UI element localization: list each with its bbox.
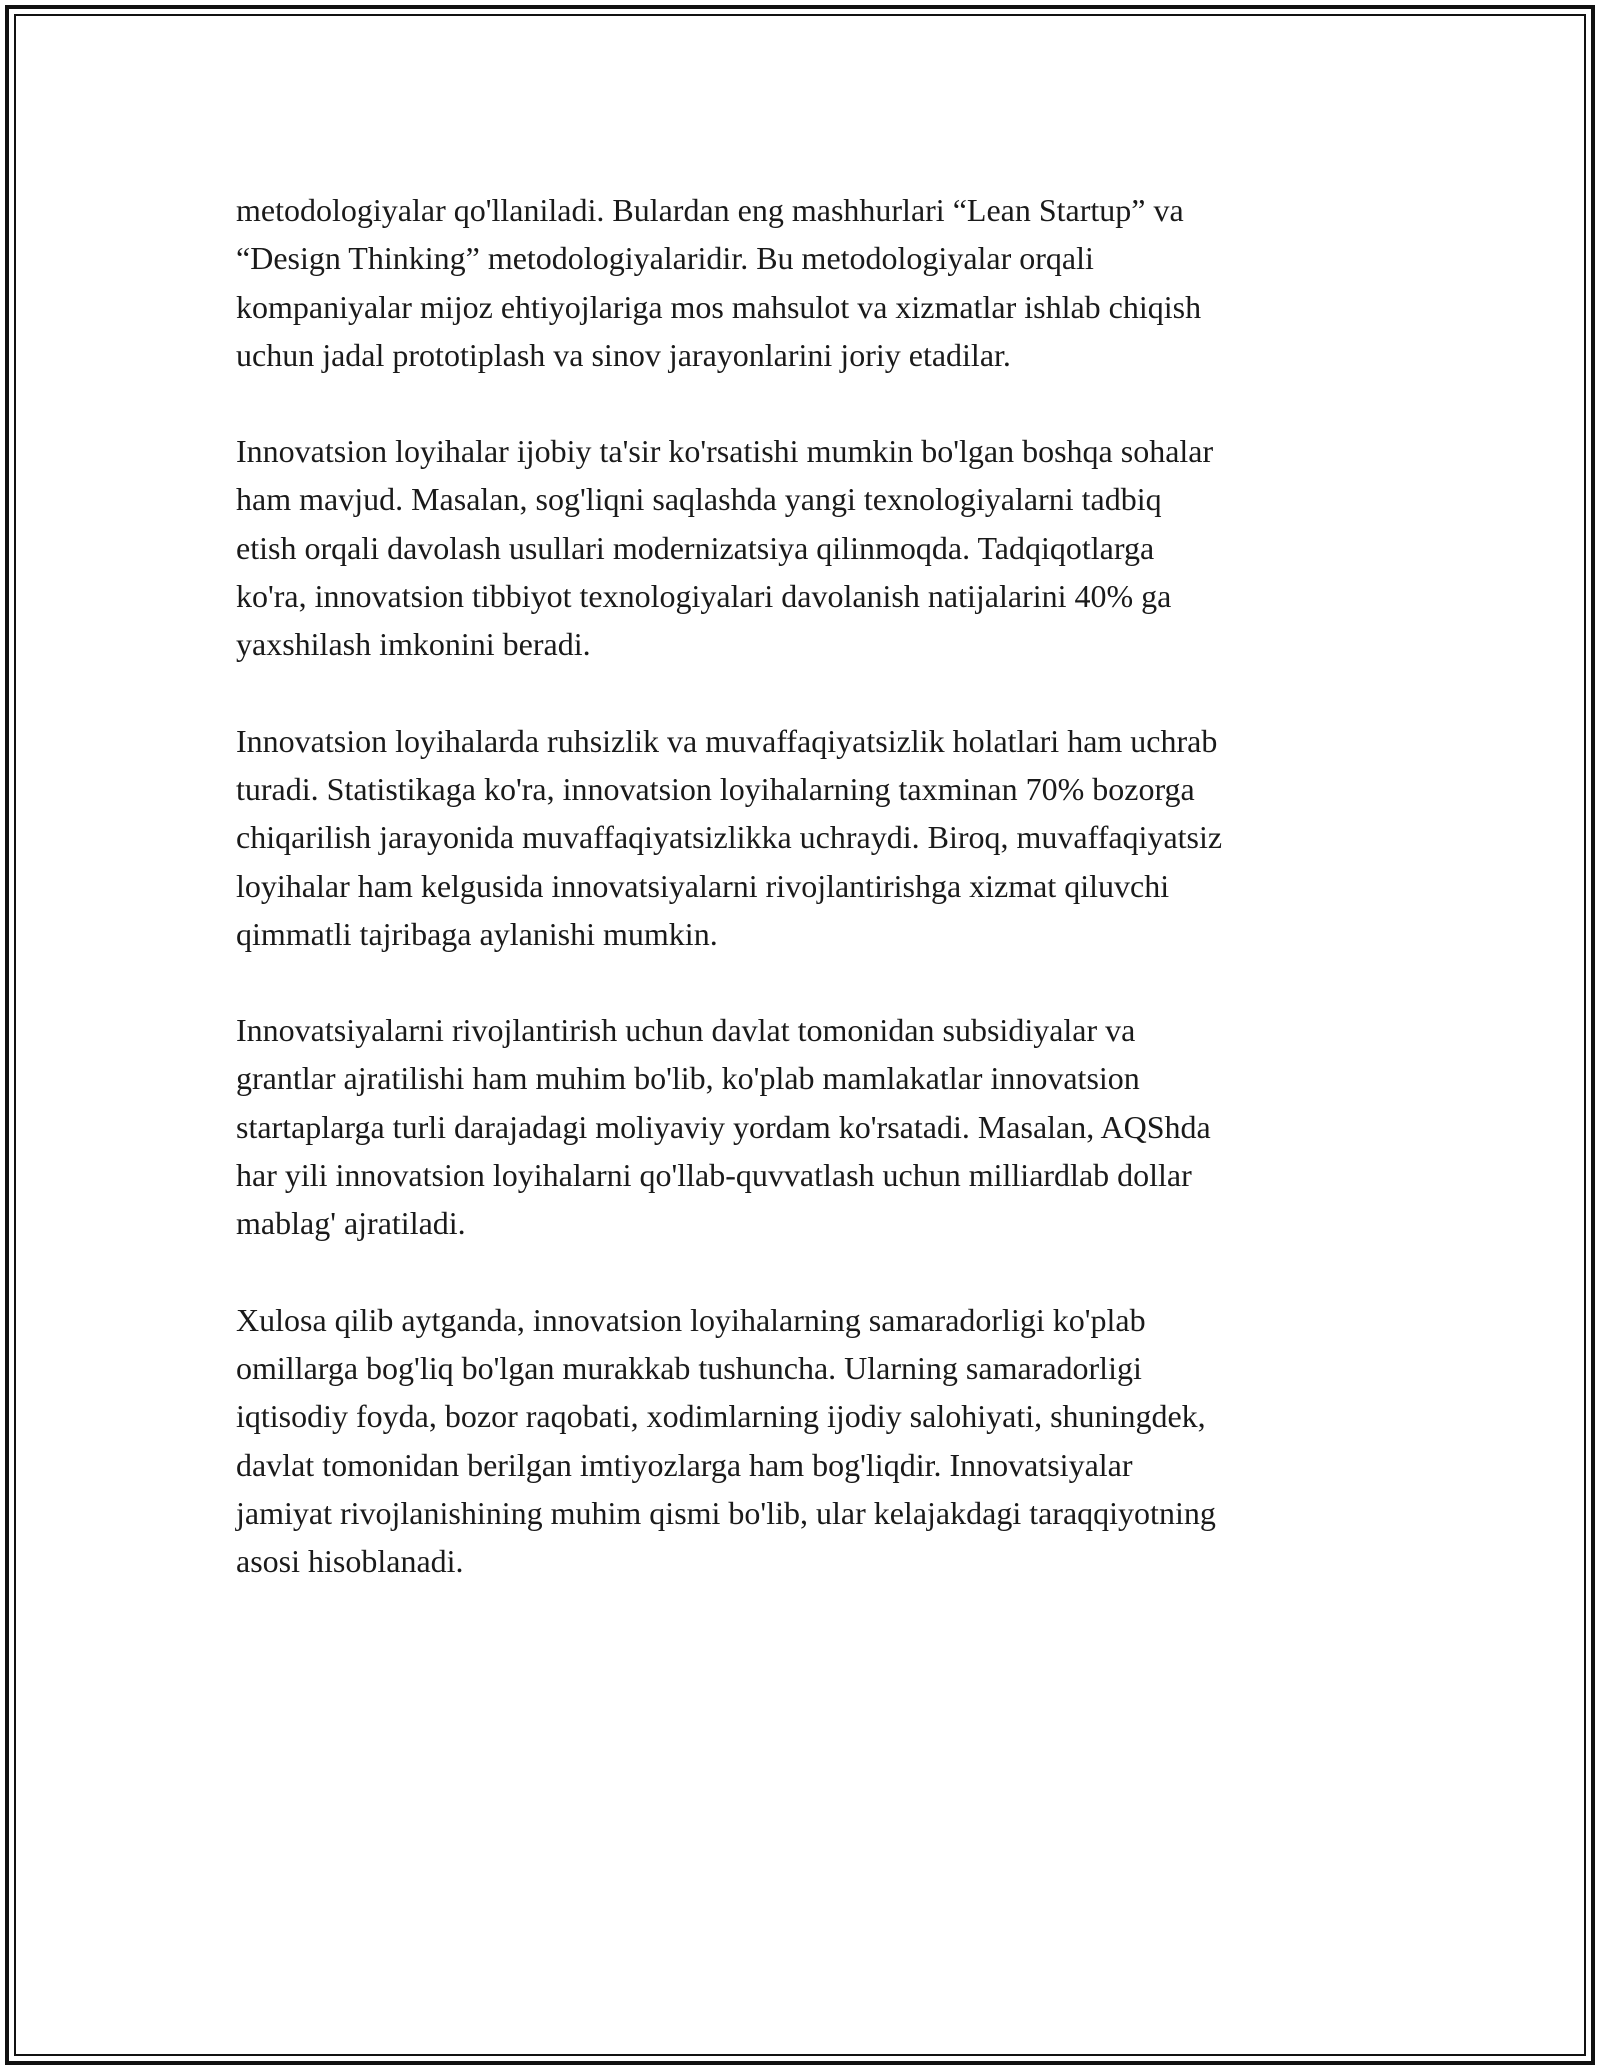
paragraph-conclusion: Xulosa qilib aytganda, innovatsion loyihalarning samaradorligi ko'plab omillarga bog'liq bo'lgan murakkab tushuncha. Ularning samaradorligi iqtisodiy foyda, bozor raqobati, xodimlarning ijodiy salohiyati, shuningdek, davlat tomonidan berilgan imtiyozlarga ham bog'liqdir. Innovatsiyalar jamiyat rivojlanishining muhim qismi bo'lib, ular kelajakdagi taraqqiyotning asosi hisoblanadi.: [236, 1301, 1216, 1580]
document-body: [236, 186, 1376, 1633]
paragraph-methodologies: metodologiyalar qo'llaniladi. Bulardan eng mashhurlari “Lean Startup” va “Design Thinking” metodologiyalaridir. Bu metodologiyalar orqali kompaniyalar mijoz ehtiyojlariga mos mahsulot va xizmatlar ishlab chiqish uchun jadal prototiplash va sinov jarayonlarini joriy etadilar.: [236, 192, 1202, 373]
paragraph-failures: Innovatsion loyihalarda ruhsizlik va muvaffaqiyatsizlik holatlari ham uchrab turadi. Statistikaga ko'ra, innovatsion loyihalarning taxminan 70% bozorga chiqarilish jarayonida muvaffaqiyatsizlikka uchraydi. Biroq, muvaffaqiyatsiz loyihalar ham kelgusida innovatsiyalarni rivojlantirishga xizmat qiluvchi qimmatli tajribaga aylanishi mumkin.: [236, 722, 1223, 952]
paragraph-government-support: Innovatsiyalarni rivojlantirish uchun davlat tomonidan subsidiyalar va grantlar ajratilishi ham muhim bo'lib, ko'plab mamlakatlar innovatsion startaplarga turli darajadagi moliyaviy yordam ko'rsatadi. Masalan, AQShda har yili innovatsion loyihalarni qo'llab-quvvatlash uchun milliardlab dollar mablag' ajratiladi.: [236, 1012, 1211, 1242]
paragraph-healthcare: Innovatsion loyihalar ijobiy ta'sir ko'rsatishi mumkin bo'lgan boshqa sohalar ham mavjud. Masalan, sog'liqni saqlashda yangi texnologiyalarni tadbiq etish orqali davolash usullari modernizatsiya qilinmoqda. Tadqiqotlarga ko'ra, innovatsion tibbiyot texnologiyalari davolanish natijalarini 40% ga yaxshilash imkonini beradi.: [236, 433, 1214, 663]
